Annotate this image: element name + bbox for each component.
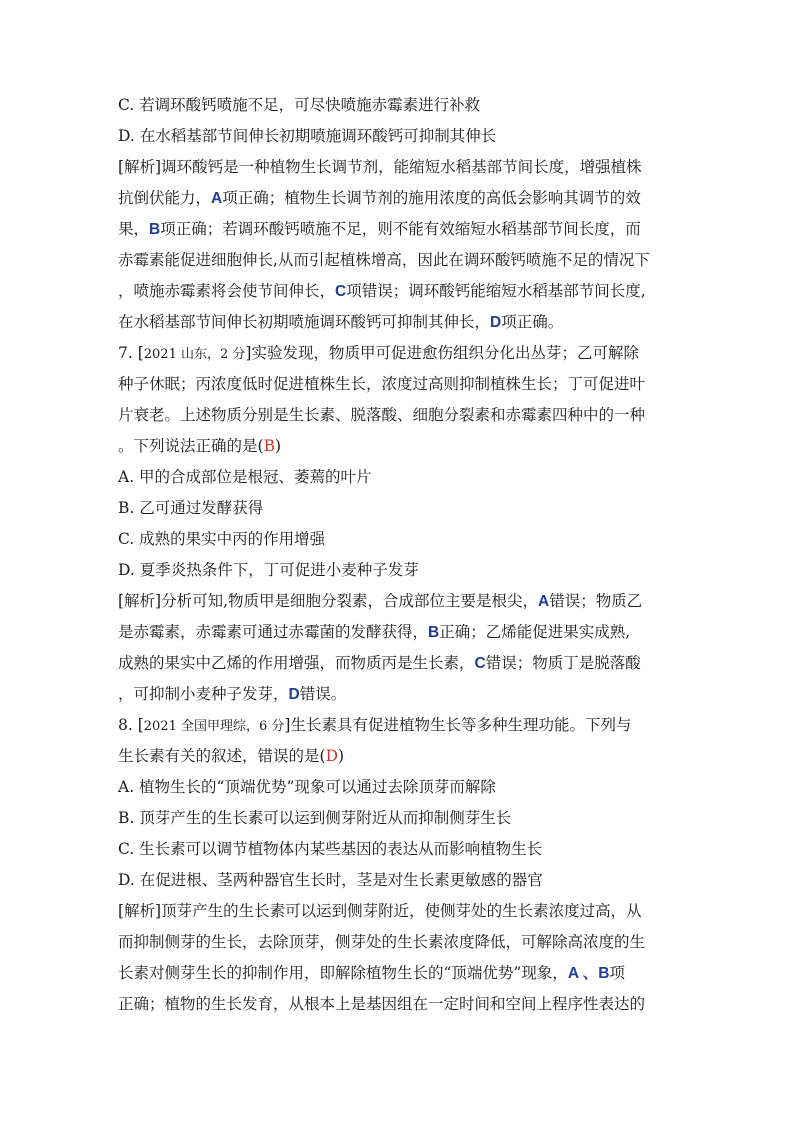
q7-option-b: B. 乙可通过发酵获得 bbox=[118, 499, 264, 517]
q8-explanation-line: 长素对侧芽生长的抑制作用，即解除植物生长的“顶端优势”现象，A 、B项 bbox=[118, 964, 625, 982]
q7-stem-line: 。下列说法正确的是(B) bbox=[118, 437, 282, 455]
q6-explanation-line: 果，B项正确；若调环酸钙喷施不足，则不能有效缩短水稻基部节间长度，而 bbox=[118, 220, 641, 238]
q8-stem-line: 生长素有关的叙述，错误的是(D) bbox=[118, 747, 345, 765]
q8-stem-line: 8. [2021 全国甲理综，6 分]生长素具有促进植物生长等多种生理功能。下列与 bbox=[118, 716, 632, 734]
q6-option-c: C. 若调环酸钙喷施不足，可尽快喷施赤霉素进行补救 bbox=[118, 96, 481, 114]
q7-answer: B bbox=[263, 437, 275, 455]
q7-stem-line: 7. [2021 山东，2 分]实验发现，物质甲可促进愈伤组织分化出丛芽；乙可解除 bbox=[118, 344, 639, 362]
q8-option-a: A. 植物生长的“顶端优势”现象可以通过去除顶芽而解除 bbox=[118, 778, 496, 796]
q6-option-d: D. 在水稻基部节间伸长初期喷施调环酸钙可抑制其伸长 bbox=[118, 127, 497, 145]
q6-explanation-line: 赤霉素能促进细胞伸长,从而引起植株增高，因此在调环酸钙喷施不足的情况下 bbox=[118, 251, 650, 269]
q6-explanation-line: 抗倒伏能力，A项正确；植物生长调节剂的施用浓度的高低会影响其调节的效 bbox=[118, 189, 641, 207]
q7-explanation-line: 成熟的果实中乙烯的作用增强，而物质丙是生长素，C错误；物质丁是脱落酸 bbox=[118, 654, 641, 672]
q7-explanation-line: 是赤霉素，赤霉素可通过赤霉菌的发酵获得，B正确；乙烯能促进果实成熟, bbox=[118, 623, 631, 641]
document-page bbox=[118, 90, 678, 1020]
q7-explanation-line: ，可抑制小麦种子发芽，D错误。 bbox=[118, 685, 347, 703]
q7-option-c: C. 成熟的果实中丙的作用增强 bbox=[118, 530, 326, 548]
q7-stem-line: 种子休眠；丙浓度低时促进植株生长，浓度过高则抑制植株生长；丁可促进叶 bbox=[118, 375, 646, 393]
q8-answer: D bbox=[325, 747, 338, 765]
q8-source: 2021 全国甲理综，6 分 bbox=[143, 719, 285, 734]
q8-explanation-line: [解析]顶芽产生的生长素可以运到侧芽附近，使侧芽处的生长素浓度过高，从 bbox=[118, 902, 642, 920]
q8-option-c: C. 生长素可以调节植物体内某些基因的表达从而影响植物生长 bbox=[118, 840, 543, 858]
q6-explanation-line: 在水稻基部节间伸长初期喷施调环酸钙可抑制其伸长，D项正确。 bbox=[118, 313, 564, 331]
q7-source: 2021 山东，2 分 bbox=[143, 347, 246, 362]
q8-option-d: D. 在促进根、茎两种器官生长时，茎是对生长素更敏感的器官 bbox=[118, 871, 543, 889]
q6-explanation-line: [解析]调环酸钙是一种植物生长调节剂，能缩短水稻基部节间长度，增强植株 bbox=[118, 158, 642, 176]
q8-explanation-line: 而抑制侧芽的生长，去除顶芽，侧芽处的生长素浓度降低，可解除高浓度的生 bbox=[118, 933, 646, 951]
q8-explanation-line: 正确；植物的生长发育，从根本上是基因组在一定时间和空间上程序性表达的 bbox=[118, 995, 646, 1013]
q7-explanation-line: [解析]分析可知,物质甲是细胞分裂素，合成部位主要是根尖，A错误；物质乙 bbox=[118, 592, 643, 610]
q8-option-b: B. 顶芽产生的生长素可以运到侧芽附近从而抑制侧芽生长 bbox=[118, 809, 512, 827]
q7-option-a: A. 甲的合成部位是根冠、萎蔫的叶片 bbox=[118, 468, 372, 486]
q7-stem-line: 片衰老。上述物质分别是生长素、脱落酸、细胞分裂素和赤霉素四种中的一种 bbox=[118, 406, 646, 424]
q6-explanation-line: ，喷施赤霉素将会使节间伸长，C项错误；调环酸钙能缩短水稻基部节间长度, bbox=[118, 282, 646, 300]
q7-option-d: D. 夏季炎热条件下，丁可促进小麦种子发芽 bbox=[118, 561, 419, 579]
